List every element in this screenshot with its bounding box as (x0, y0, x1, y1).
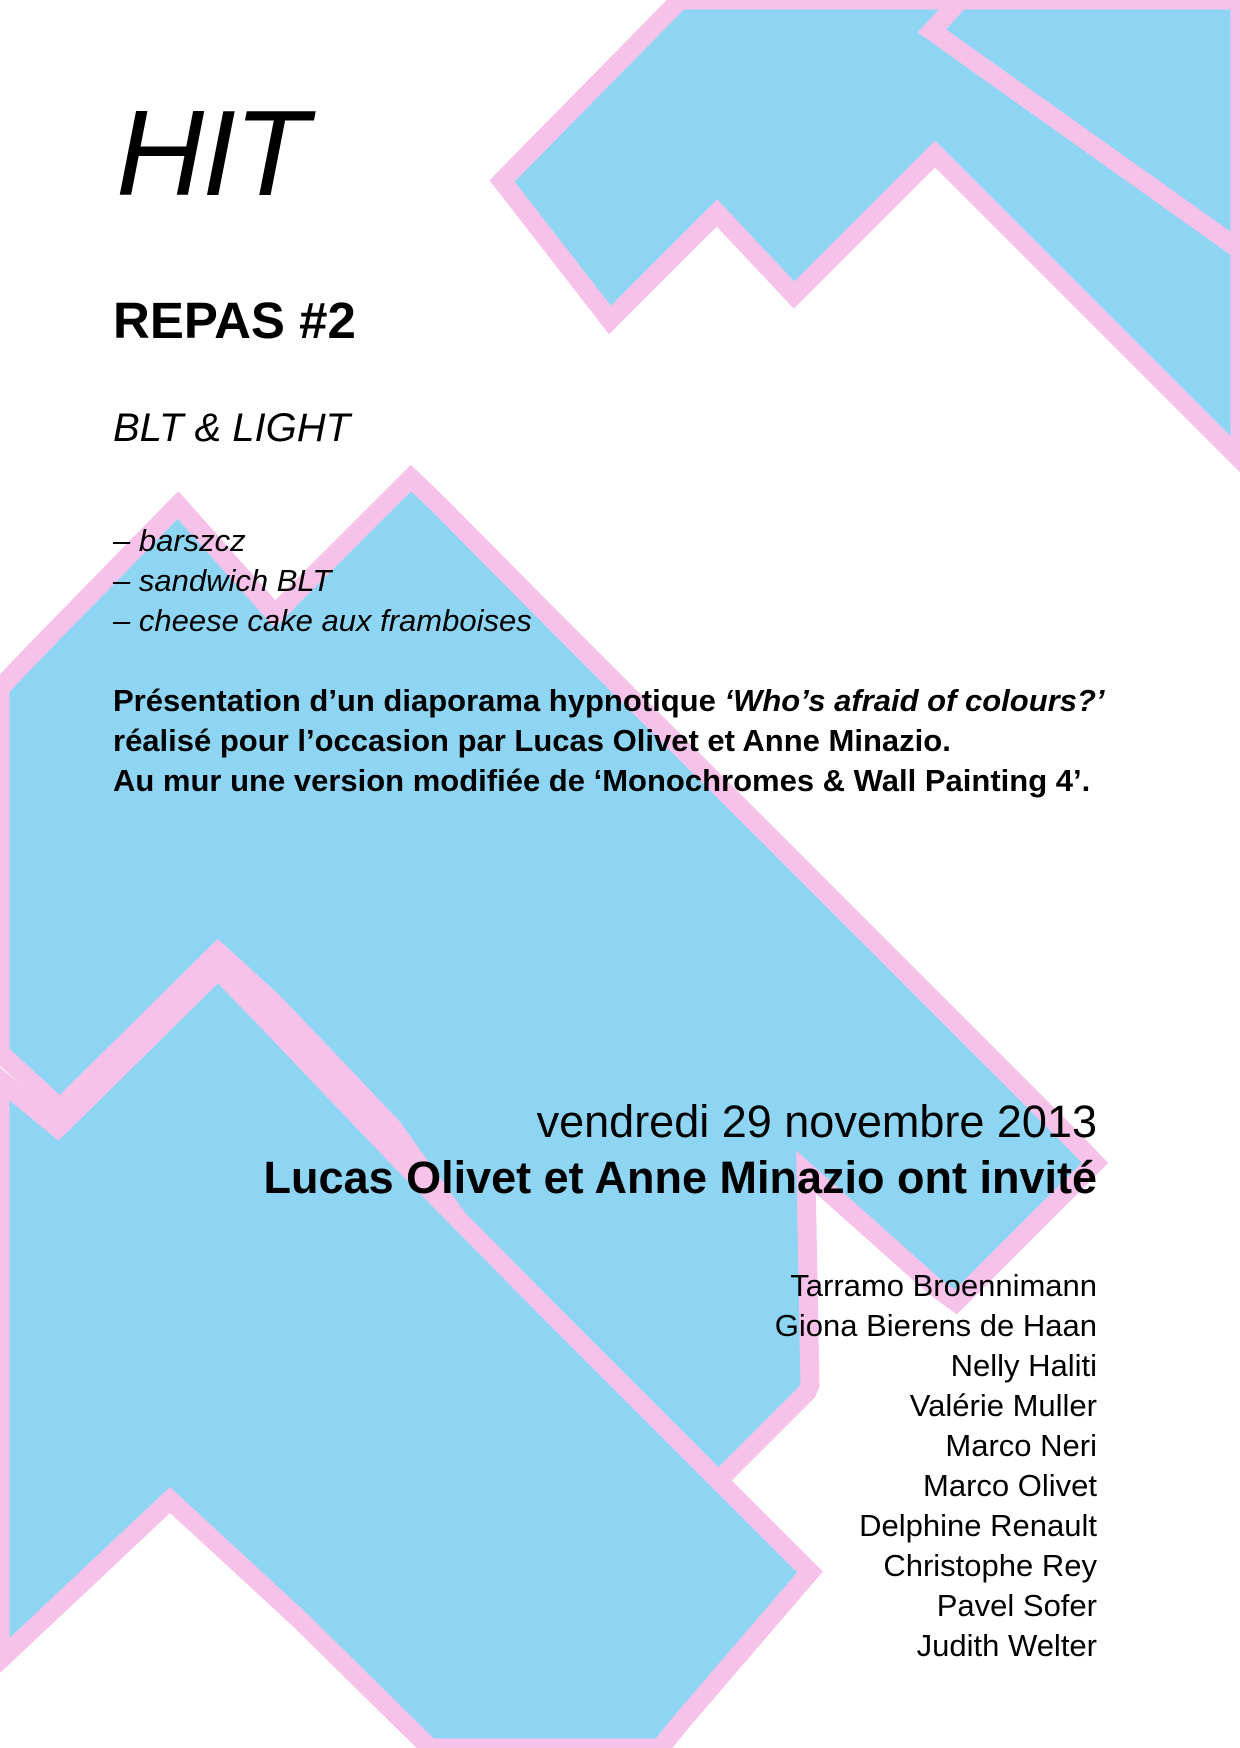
guest-name: Giona Bierens de Haan (774, 1308, 1097, 1343)
menu-subtitle: BLT & LIGHT (113, 406, 351, 450)
guest-name: Tarramo Broennimann (790, 1268, 1097, 1303)
presentation-line-1-prefix: Présentation d’un diaporama hypnotique (113, 683, 725, 718)
guest-name: Christophe Rey (883, 1548, 1097, 1583)
event-hosts: Lucas Olivet et Anne Minazio ont invité (263, 1152, 1097, 1203)
guest-name: Judith Welter (916, 1628, 1097, 1663)
menu-item: – sandwich BLT (113, 563, 332, 598)
presentation-line-2: réalisé pour l’occasion par Lucas Olivet et Anne Minazio. (113, 723, 951, 758)
event-info (264, 1094, 1097, 1206)
guest-name: Delphine Renault (859, 1508, 1097, 1543)
event-date: vendredi 29 novembre 2013 (536, 1096, 1097, 1147)
event-title: REPAS #2 (113, 292, 356, 349)
guest-name: Nelly Haliti (950, 1348, 1097, 1383)
presentation-text (113, 681, 1105, 801)
menu-item: – cheese cake aux framboises (113, 603, 532, 638)
guest-name: Valérie Muller (909, 1388, 1097, 1423)
presentation-line-1 (113, 681, 1105, 721)
menu-list (113, 521, 532, 641)
guest-name: Marco Olivet (923, 1468, 1097, 1503)
presentation-line-3: Au mur une version modifiée de ‘Monochromes & Wall Painting 4’. (113, 763, 1091, 798)
guest-name: Marco Neri (945, 1428, 1097, 1463)
menu-item: – barszcz (113, 523, 246, 558)
guest-name: Pavel Sofer (936, 1588, 1097, 1623)
hit-title: HIT (116, 85, 307, 221)
guest-list (775, 1266, 1097, 1666)
slideshow-title: ‘Who’s afraid of colours?’ (724, 683, 1105, 718)
